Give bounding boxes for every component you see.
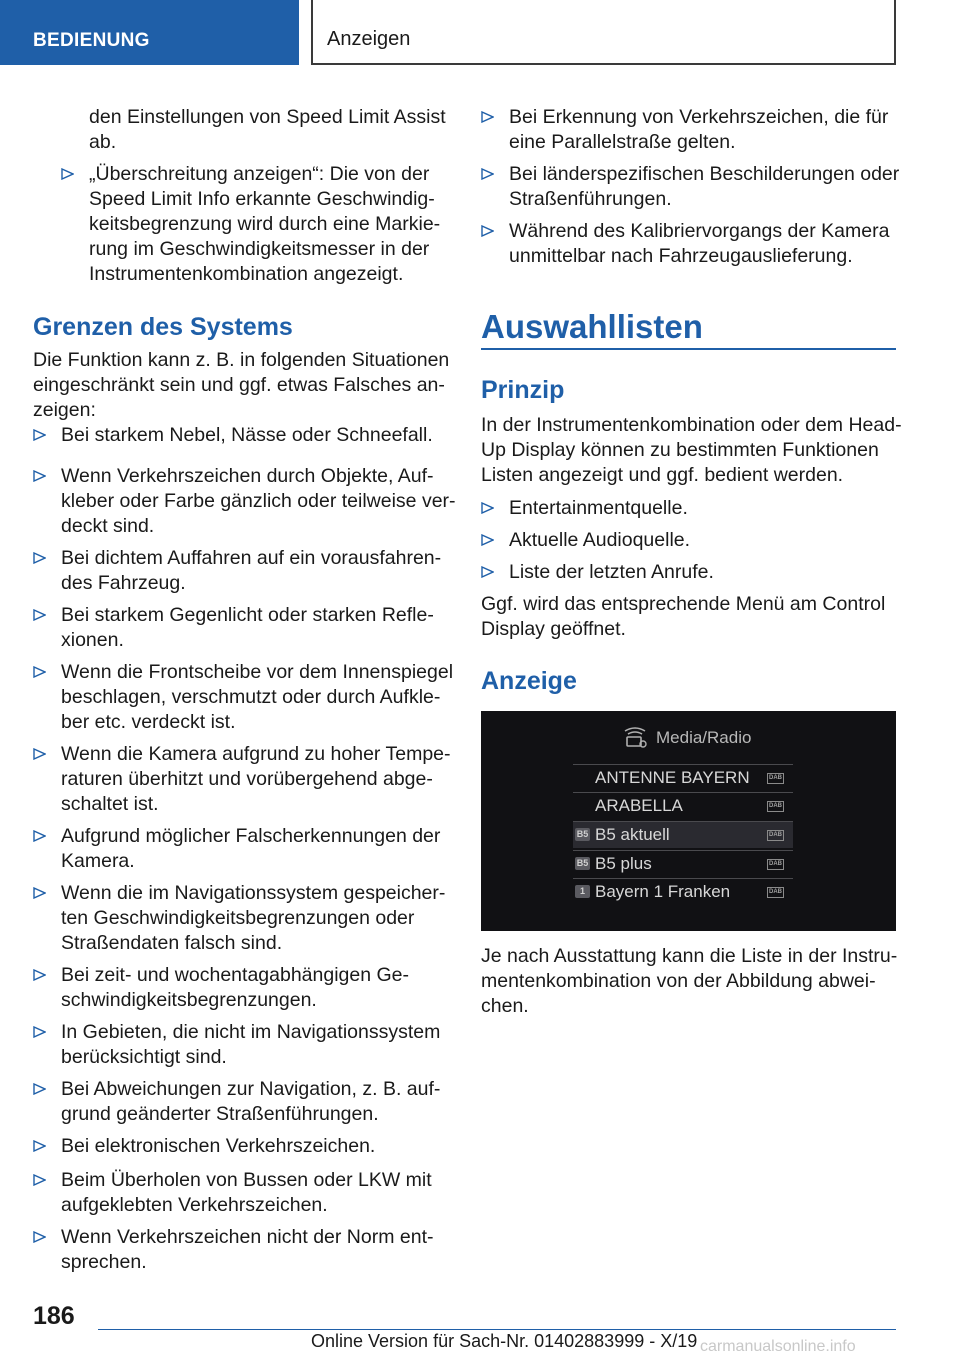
dab-badge: DAB (767, 830, 784, 841)
text-line: sprechen. (61, 1251, 147, 1273)
text-line: Display geöffnet. (481, 618, 626, 640)
text-line: rung im Geschwindigkeitsmesser in der (89, 238, 430, 260)
list-item-text (509, 105, 888, 155)
text-line: schaltet ist. (61, 793, 159, 815)
list-item-text (61, 881, 445, 956)
triangle-bullet-icon (33, 1231, 46, 1243)
station-logo-icon: B5 (576, 858, 589, 868)
text-line: „Überschreitung anzeigen“: Die von der (89, 163, 430, 185)
text-line: Bei starkem Gegenlicht oder starken Refle- (61, 604, 434, 626)
triangle-bullet-icon (33, 969, 46, 981)
text-line: Bei zeit- und wochentagabhängigen Ge- (61, 964, 409, 986)
text-line: unmittelbar nach Fahrzeugauslieferung. (509, 245, 853, 267)
text-line: ab. (89, 131, 117, 153)
media-radio-icon (622, 725, 648, 749)
list-item-text (61, 603, 434, 653)
text-line: Je nach Ausstattung kann die Liste in der Instru- (481, 945, 898, 967)
station-label: ARABELLA (595, 796, 683, 815)
triangle-bullet-icon (481, 111, 494, 123)
triangle-bullet-icon (33, 609, 46, 621)
text-line: grund geänderter Straßenführungen. (61, 1103, 379, 1125)
triangle-bullet-icon (61, 168, 74, 180)
triangle-bullet-icon (481, 502, 494, 514)
triangle-bullet-icon (33, 748, 46, 760)
triangle-bullet-icon (33, 1174, 46, 1186)
station-logo-icon: 1 (575, 885, 590, 898)
text-line: Bei Abweichungen zur Navigation, z. B. auf- (61, 1078, 441, 1100)
list-item-text (509, 560, 714, 585)
text-line: Straßendaten falsch sind. (61, 932, 283, 954)
subheading-display: Anzeige (481, 667, 577, 695)
list-item-text (61, 1225, 433, 1275)
text-line: ten Geschwindigkeitsbegrenzungen oder (61, 907, 415, 929)
text-line: kleber oder Farbe gänzlich oder teilweise ver- (61, 490, 456, 512)
section-tab (0, 0, 299, 65)
chapter-box (311, 0, 896, 65)
station-logo-icon: B5 (576, 829, 589, 839)
text-line: Während des Kalibriervorgangs der Kamera (509, 220, 890, 242)
heading-rule (481, 348, 896, 350)
triangle-bullet-icon (33, 470, 46, 482)
list-item-text (61, 464, 456, 539)
online-version-text: Online Version für Sach-Nr. 01402883999 - X/19 (311, 1331, 698, 1351)
intro-paragraph (33, 348, 449, 423)
chapter-heading: Auswahllisten (481, 308, 703, 345)
triangle-bullet-icon (481, 168, 494, 180)
triangle-bullet-icon (33, 830, 46, 842)
station-row[interactable] (573, 878, 793, 905)
display-screenshot (481, 711, 896, 931)
triangle-bullet-icon (33, 887, 46, 899)
screen-title: Media/Radio (656, 728, 752, 747)
text-line: schwindigkeitsbegrenzungen. (61, 989, 317, 1011)
text-line: deckt sind. (61, 515, 155, 537)
text-line: Aufgrund möglicher Falscherkennungen der (61, 825, 441, 847)
list-item-text (61, 963, 409, 1013)
list-item-text (509, 162, 899, 212)
text-line: raturen überhitzt und vorübergehend abge- (61, 768, 433, 790)
text-line: Wenn die im Navigationssystem gespeicher- (61, 882, 446, 904)
text-line: Up Display können zu bestimmten Funktionen (481, 439, 879, 461)
text-line: Bei starkem Nebel, Nässe oder Schneefall. (61, 424, 433, 446)
text-line: Die Funktion kann z. B. in folgenden Situationen (33, 349, 450, 371)
page-number: 186 (33, 1302, 75, 1330)
text-line: Aktuelle Audioquelle. (509, 529, 691, 551)
station-label: Bayern 1 Franken (595, 882, 731, 901)
image-caption (481, 944, 897, 1019)
text-line: xionen. (61, 629, 124, 651)
text-line: eingeschränkt sein und ggf. etwas Falsches an- (33, 374, 445, 396)
text-line: Bei elektronischen Verkehrszeichen. (61, 1135, 376, 1157)
text-line: Beim Überholen von Bussen oder LKW mit (61, 1169, 432, 1191)
dab-badge: DAB (767, 887, 784, 898)
station-label: B5 aktuell (595, 825, 670, 844)
text-line: Straßenführungen. (509, 188, 672, 210)
list-item-text (61, 824, 440, 874)
footer-rule (98, 1329, 896, 1330)
triangle-bullet-icon (33, 1140, 46, 1152)
triangle-bullet-icon (33, 552, 46, 564)
text-line: Speed Limit Info erkannte Geschwindig- (89, 188, 435, 210)
list-item-text (509, 219, 889, 269)
text-line: den Einstellungen von Speed Limit Assist (89, 106, 446, 128)
triangle-bullet-icon (33, 1026, 46, 1038)
watermark: carmanualsonline.info (700, 1338, 856, 1355)
text-line: Wenn die Frontscheibe vor dem Innenspiegel (61, 661, 454, 683)
list-item-text (61, 1077, 440, 1127)
chapter-label: Anzeigen (327, 28, 411, 50)
text-line: Bei länderspezifischen Beschilderungen oder (509, 163, 900, 185)
triangle-bullet-icon (481, 225, 494, 237)
text-line: In Gebieten, die nicht im Navigationssystem (61, 1021, 441, 1043)
text-line: In der Instrumentenkombination oder dem Head- (481, 414, 902, 436)
dab-badge: DAB (767, 859, 784, 870)
triangle-bullet-icon (33, 1083, 46, 1095)
station-row[interactable] (573, 764, 793, 791)
text-line: mentenkombination von der Abbildung abwei- (481, 970, 876, 992)
list-item-text (509, 528, 690, 553)
subheading-principle: Prinzip (481, 376, 565, 404)
text-line: Wenn Verkehrszeichen nicht der Norm ent- (61, 1226, 434, 1248)
section-heading: Grenzen des Systems (33, 313, 293, 341)
triangle-bullet-icon (481, 566, 494, 578)
text-line: Kamera. (61, 850, 135, 872)
dab-badge: DAB (767, 801, 784, 812)
text-line: eine Parallelstraße gelten. (509, 131, 736, 153)
text-line: aufgeklebten Verkehrszeichen. (61, 1194, 328, 1216)
text-line: ber etc. verdeckt ist. (61, 711, 236, 733)
list-item-text (509, 496, 688, 521)
text-line: Wenn Verkehrszeichen durch Objekte, Auf- (61, 465, 434, 487)
triangle-bullet-icon (481, 534, 494, 546)
list-item-text (61, 660, 453, 735)
continued-text (89, 105, 446, 155)
list-item-text (61, 1168, 432, 1218)
section-label: BEDIENUNG (33, 30, 150, 51)
text-line: keitsbegrenzung wird durch eine Markie- (89, 213, 441, 235)
text-line: Bei dichtem Auffahren auf ein vorausfahren- (61, 547, 442, 569)
text-line: Ggf. wird das entsprechende Menü am Control (481, 593, 886, 615)
triangle-bullet-icon (33, 429, 46, 441)
station-label: ANTENNE BAYERN (595, 768, 750, 787)
station-label: B5 plus (595, 854, 652, 873)
text-line: Wenn die Kamera aufgrund zu hoher Tempe- (61, 743, 451, 765)
text-line: Listen angezeigt und ggf. bedient werden. (481, 464, 844, 486)
triangle-bullet-icon (33, 666, 46, 678)
note-paragraph (481, 592, 885, 642)
station-row[interactable] (573, 821, 793, 848)
list-item-text (61, 1134, 375, 1159)
list-item-text (61, 1020, 440, 1070)
principle-paragraph (481, 413, 902, 488)
text-line: des Fahrzeug. (61, 572, 186, 594)
text-line: berücksichtigt sind. (61, 1046, 227, 1068)
text-line: Instrumentenkombination angezeigt. (89, 263, 404, 285)
dab-badge: DAB (767, 773, 784, 784)
text-line: Bei Erkennung von Verkehrszeichen, die für (509, 106, 889, 128)
text-line: zeigen: (33, 399, 96, 421)
text-line: beschlagen, verschmutzt oder durch Aufkle- (61, 686, 441, 708)
station-row[interactable] (573, 792, 793, 819)
list-item-text (89, 162, 440, 287)
text-line: chen. (481, 995, 529, 1017)
text-line: Entertainmentquelle. (509, 497, 688, 519)
list-item-text (61, 546, 441, 596)
list-item-text (61, 742, 451, 817)
list-item-text (61, 423, 433, 448)
text-line: Liste der letzten Anrufe. (509, 561, 714, 583)
station-row[interactable] (573, 850, 793, 877)
